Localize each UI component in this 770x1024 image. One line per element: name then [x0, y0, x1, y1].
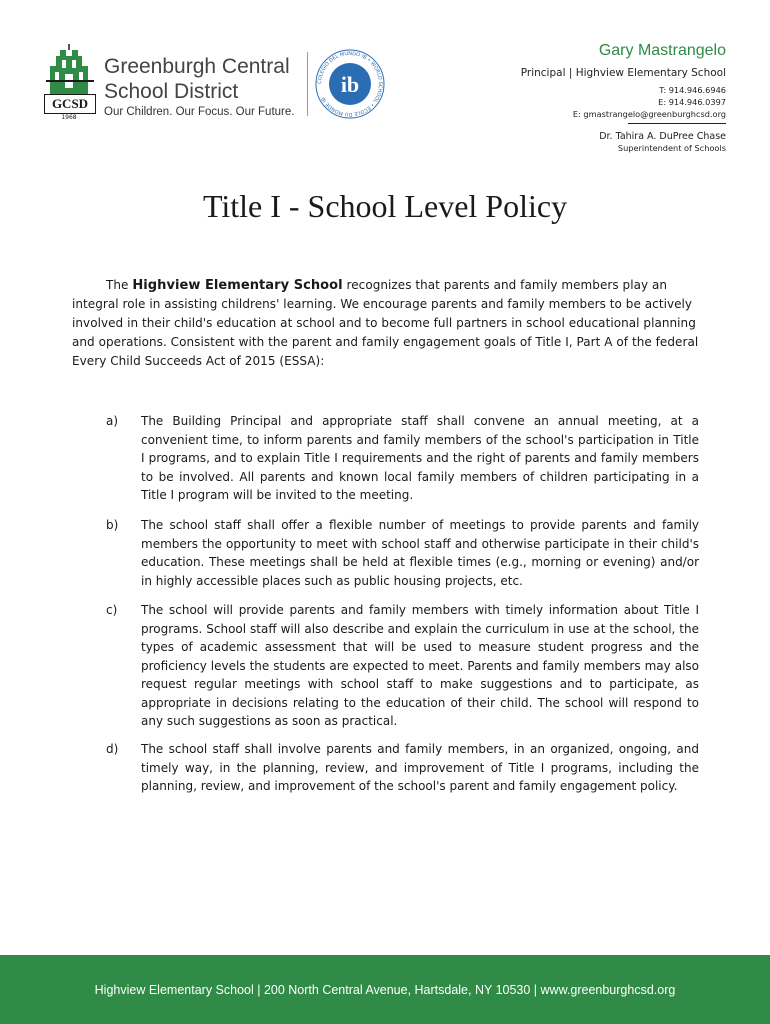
intro-text: recognizes that parents and family members play an integral role in assisting childrens' learning. We encourage parents and family members to be actively involved in their child's education at school and to become full partners in school educational planning and operations. Consistent with the parent and family engagement goals of Title I, Part A of the federal Every Child Succeeds Act of 2015 (ESSA): — [72, 278, 699, 368]
list-item-marker: c) — [106, 603, 118, 617]
principal-extension: E: 914.946.0397 — [658, 97, 726, 107]
page-title: Title I - School Level Policy — [202, 188, 568, 224]
principal-phone: T: 914.946.6946 — [659, 85, 726, 95]
ib-mark: ib — [340, 72, 360, 97]
list-item-marker: d) — [106, 742, 119, 756]
logo-divider — [307, 52, 308, 116]
intro-paragraph — [72, 276, 702, 371]
list-item-text: The school staff shall involve parents and family members, in an organized, ongoing, and timely way, in the planning, review, and improvement of Title I programs, including the planning, review, and improvement of the school's parent and family engagement policy. — [141, 742, 699, 793]
contact-block — [406, 42, 726, 153]
superintendent-title: Superintendent of Schools — [617, 143, 726, 153]
contact-divider — [628, 123, 726, 124]
superintendent-name: Dr. Tahira A. DuPree Chase — [599, 131, 726, 142]
intro-prefix: The — [106, 278, 129, 292]
ib-world-school-icon — [314, 48, 386, 120]
list-item-marker: b) — [106, 518, 119, 532]
district-logo — [42, 44, 304, 126]
list-item-text: The Building Principal and appropriate staff shall convene an annual meeting, at a convenient time, to inform parents and family members of the school's participation in Title I programs, and to explain Title I requirements and the right of parents and family members to be involved. All parents and known local family members of children participating in a Title I program will be invited to the meeting. — [141, 414, 699, 502]
emblem-initials: GCSD — [44, 94, 96, 114]
district-tagline: Our Children. Our Focus. Our Future. — [104, 106, 295, 118]
emblem-year: 1968 — [61, 114, 77, 121]
principal-name: Gary Mastrangelo — [598, 42, 726, 59]
list-item-text: The school will provide parents and family members with timely information about Title I programs. School staff will also describe and explain the curriculum in use at the school, the types of academic assessment that will be used to measure student progress and the proficiency levels the students are expected to meet. Parents and family members may also request regular meetings with school staff to make suggestions and to participate, as appropriate in decisions relating to the education of their child. The school will respond to any such suggestions as soon as practical. — [141, 603, 699, 728]
district-name: Greenburgh Central School District — [104, 55, 290, 103]
principal-email[interactable]: E: gmastrangelo@greenburghcsd.org — [572, 109, 726, 119]
footer-address: Highview Elementary School | 200 North Central Avenue, Hartsdale, NY 10530 | www.greenburghcsd.org — [94, 982, 676, 997]
ib-ring-text: COLEGIO DEL MUNDO IB • WORLD SCHOOL • ÉCOLE DU MONDE IB — [316, 50, 384, 118]
list-item-text: The school staff shall offer a flexible number of meetings to provide parents and family members the opportunity to meet with school staff and otherwise participate in their child's education. These meetings shall be held at flexible times (e.g., morning or evening) and/or in highly accessible places such as public housing projects, etc. — [141, 518, 699, 588]
school-building-emblem — [42, 44, 98, 126]
school-name: Highview Elementary School — [132, 278, 343, 293]
footer-bar — [0, 955, 770, 1024]
list-item-marker: a) — [106, 414, 119, 428]
principal-title: Principal | Highview Elementary School — [520, 67, 726, 79]
